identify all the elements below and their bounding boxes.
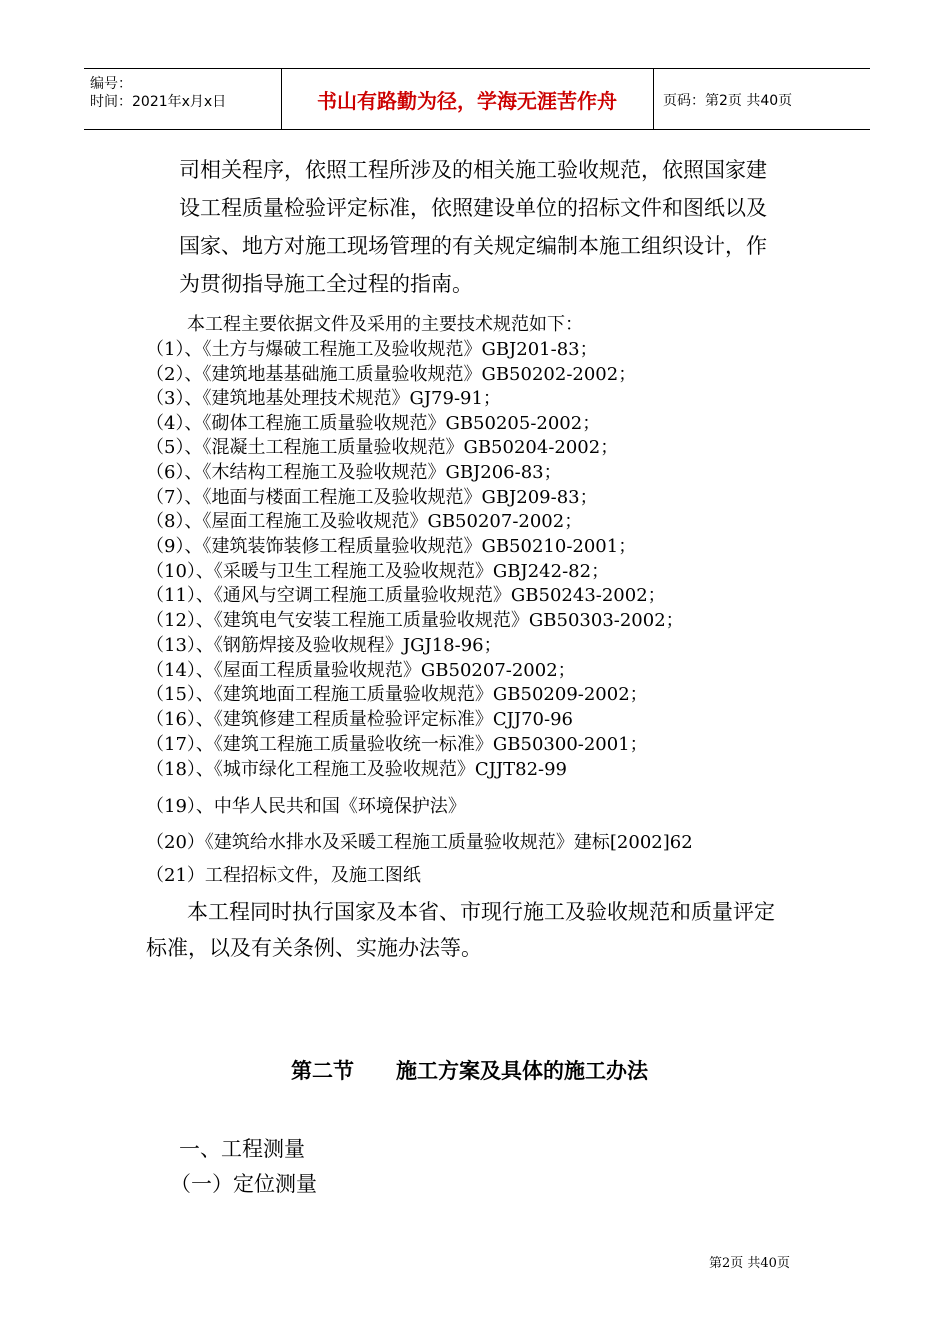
spec-item: （12）、《建筑电气安装工程施工质量验收规范》GB50303-2002；	[146, 610, 684, 631]
spec-item-extra: （21）工程招标文件，及施工图纸	[146, 865, 421, 886]
spec-item: （16）、《建筑修建工程质量检验评定标准》CJJ70-96	[146, 709, 573, 730]
spec-item: （2）、《建筑地基基础施工质量验收规范》GB50202-2002；	[146, 364, 637, 385]
spec-item: （9）、《建筑装饰装修工程质量验收规范》GB50210-2001；	[146, 536, 637, 557]
header-right-cell	[653, 69, 870, 129]
subheading-positioning-survey: （一）定位测量	[170, 1172, 317, 1196]
header-page-label: 页码：第2页 共40页	[663, 93, 793, 109]
spec-item: （13）、《钢筋焊接及验收规程》JGJ18-96；	[146, 635, 502, 656]
intro-line: 设工程质量检验评定标准，依照建设单位的招标文件和图纸以及	[179, 196, 767, 220]
subheading-engineering-survey: 一、工程测量	[179, 1137, 305, 1161]
header-left-cell	[84, 69, 282, 129]
header-slogan: 书山有路勤为径，学海无涯苦作舟	[317, 89, 617, 113]
spec-item: （11）、《通风与空调工程施工质量验收规范》GB50243-2002；	[146, 585, 666, 606]
spec-item: （5）、《混凝土工程施工质量验收规范》GB50204-2002；	[146, 437, 619, 458]
page-footer: 第2页 共40页	[709, 1256, 790, 1271]
spec-item: （3）、《建筑地基处理技术规范》GJ79-91；	[146, 388, 501, 409]
spec-item: （17）、《建筑工程施工质量验收统一标准》GB50300-2001；	[146, 734, 648, 755]
document-number-label: 编号：	[90, 76, 132, 92]
spec-item: （14）、《屋面工程质量验收规范》GB50207-2002；	[146, 660, 576, 681]
header-middle-cell	[281, 69, 654, 129]
intro-line: 国家、地方对施工现场管理的有关规定编制本施工组织设计，作	[179, 234, 767, 258]
spec-item-extra: （20）《建筑给水排水及采暖工程施工质量验收规范》建标[2002]62	[146, 832, 693, 853]
spec-item: （8）、《屋面工程施工及验收规范》GB50207-2002；	[146, 511, 583, 532]
page-header	[84, 68, 870, 130]
section-heading: 第二节 施工方案及具体的施工办法	[291, 1059, 648, 1083]
spec-item: （1）、《土方与爆破工程施工及验收规范》GBJ201-83；	[146, 339, 598, 360]
spec-item: （7）、《地面与楼面工程施工及验收规范》GBJ209-83；	[146, 487, 598, 508]
intro-line: 为贯彻指导施工全过程的指南。	[179, 272, 473, 296]
spec-item: （4）、《砌体工程施工质量验收规范》GB50205-2002；	[146, 413, 601, 434]
spec-item: （15）、《建筑地面工程施工质量验收规范》GB50209-2002；	[146, 684, 648, 705]
spec-intro: 本工程主要依据文件及采用的主要技术规范如下：	[187, 314, 583, 335]
spec-item: （10）、《采暖与卫生工程施工及验收规范》GBJ242-82；	[146, 561, 610, 582]
intro-line: 司相关程序，依照工程所涉及的相关施工验收规范，依照国家建	[179, 158, 767, 182]
closing-line: 标准，以及有关条例、实施办法等。	[146, 936, 482, 960]
spec-item-extra: （19）、中华人民共和国《环境保护法》	[146, 796, 466, 817]
closing-line: 本工程同时执行国家及本省、市现行施工及验收规范和质量评定	[187, 900, 775, 924]
document-time-label: 时间：2021年x月x日	[90, 94, 227, 110]
spec-item: （18）、《城市绿化工程施工及验收规范》CJJT82-99	[146, 759, 568, 780]
spec-item: （6）、《木结构工程施工及验收规范》GBJ206-83；	[146, 462, 562, 483]
